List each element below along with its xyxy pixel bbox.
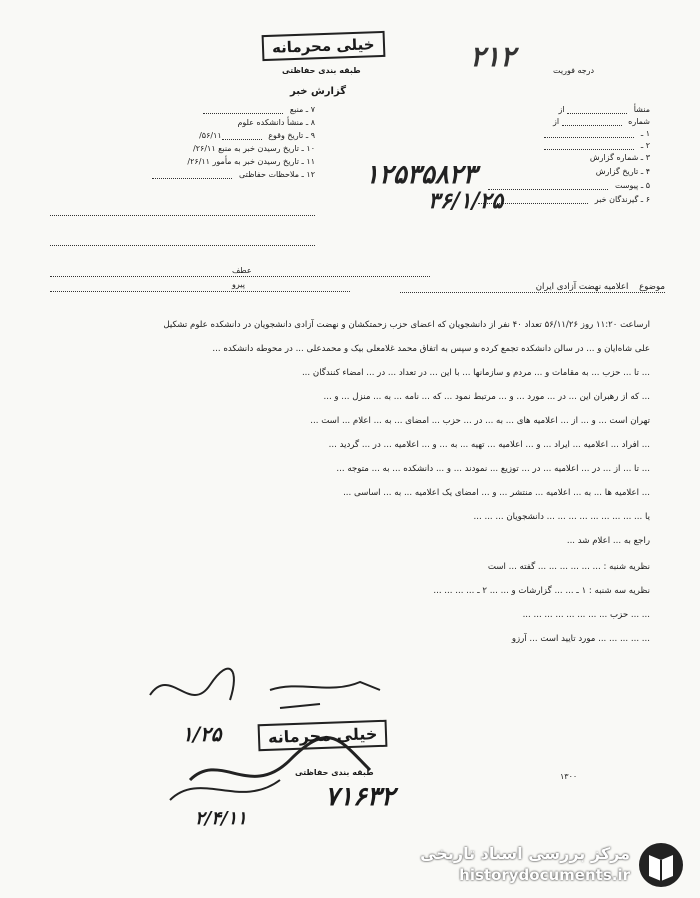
interpretation-line: ... ... حزب ... ... ... ... ... ... ... ... — [522, 610, 650, 620]
left-field: ۸ ـ منشأ دانشکده علوم — [237, 118, 315, 127]
dotted-line — [50, 245, 315, 246]
interpretation-line: ... ... ... ... ... مورد تایید است ... آرزو — [511, 634, 650, 644]
right-field: ۱ ـ — [400, 129, 650, 141]
bottom-stamp-caption: طبقه بندی حفاظتی — [295, 768, 374, 777]
logo-url: historydocuments.ir — [459, 866, 630, 884]
right-field: ۳ ـ شماره گزارش — [589, 153, 650, 162]
right-field: ۵ ـ پیوست — [400, 181, 650, 195]
body-line: ارساعت ۱۱:۲۰ روز ۵۶/۱۱/۲۶ تعداد ۴۰ نفر از دانشجویان که اعضای حزب زحمتکشان و نهضت آزادی دانشجویان در دانشکده علوم تشکیل — [163, 320, 650, 330]
book-logo-icon — [636, 840, 686, 890]
left-field: ۱۱ ـ تاریخ رسیدن خبر به مأمور ۲۶/۱۱/ — [187, 157, 315, 166]
right-field: ۶ ـ گیرندگان خبر — [400, 195, 650, 209]
right-field: منشأ از — [558, 105, 650, 114]
report-title: گزارش خبر — [290, 86, 347, 97]
peyro-label: پیرو — [232, 280, 245, 289]
footer-small-number: ۱۳۰۰ — [560, 772, 578, 781]
handwritten-report-date: ۳۶/۱/۲۵ — [428, 188, 504, 214]
bottom-classification-stamp: خیلی محرمانه — [258, 720, 388, 751]
handwritten-top-number: ۲۱۲ — [470, 40, 516, 73]
left-field: ۱۲ ـ ملاحظات حفاظتی — [50, 170, 315, 183]
body-line: ... که از رهبران این ... در ... مورد ... و ... مرتبط نمود ... که ... نامه ... به ... منزل ... و ... — [323, 392, 650, 402]
body-line: ... اعلامیه ها ... به ... اعلامیه ... منتشر ... و ... امضای یک اعلامیه ... به ... اساسی ... — [343, 488, 650, 498]
body-line: تهران است ... و ... از ... اعلامیه های ... به ... در ... حزب ... امضای ... به ... اعلام ... است ... — [310, 416, 650, 426]
left-field: ۷ ـ منبع — [50, 105, 315, 118]
dotted-line — [50, 291, 350, 292]
atf-label: عطف — [232, 266, 252, 275]
body-line: ... افراد ... اعلامیه ... ایراد ... و ... اعلامیه ... تهیه ... به ... و ... اعلامیه ... در ... گردید ... — [328, 440, 650, 450]
body-line: راجع به ... اعلام شد ... — [566, 536, 650, 546]
logo-title: مرکز بررسی اسناد تاریخی — [420, 844, 630, 863]
stamp-caption: طبقه بندی حفاظتی — [282, 66, 361, 75]
right-field: شماره از — [552, 117, 650, 126]
handwritten-left-date: ۲/۴/۱۱ — [195, 808, 247, 829]
urgency-label: درجه فوریت — [553, 66, 595, 75]
dotted-line — [50, 215, 315, 216]
handwritten-bottom-number: ۷۱۶۳۲ — [325, 782, 395, 812]
left-field: ۹ ـ تاریخ وقوع ۵۶/۱۱/ — [199, 131, 315, 140]
dotted-line — [50, 276, 430, 277]
body-line: ... تا ... از ... در ... اعلامیه ... در ... توزیع ... نمودند ... و ... دانشکده ... به ... متوجه ... — [336, 464, 650, 474]
handwritten-bottom-date: ۱/۲۵ — [182, 722, 222, 746]
subject-line — [400, 282, 665, 293]
subject-label: موضوع — [639, 282, 665, 292]
left-fields — [50, 105, 315, 183]
left-field: ۱۰ ـ تاریخ رسیدن خبر به منبع ۲۶/۱۱/ — [193, 144, 315, 153]
body-line: علی شاه‌ایان و ... در سالن دانشکده تجمع کرده و سپس به اتفاق محمد غلامعلی بیک و محمدعلی ... در محوطه دانشکده ... — [212, 344, 650, 354]
interpretation-line: نظریه سه شنبه : ۱ ـ ... ... گزارشات و ... ... ۲ ـ ... ... ... ... — [433, 586, 650, 596]
interpretation-line: نظریه شنبه : ... ... ... ... ... ... گفته ... است — [487, 562, 650, 572]
handwritten-report-number: ۱۲۵۳۵۸۲۳ — [365, 160, 477, 190]
body-line: ... تا ... حزب ... به مقامات و ... مردم و سازمانها ... با این ... در تعداد ... در ... امضاء کنندگان ... — [301, 368, 650, 378]
body-line: یا ... ... ... ... ... ... ... ... ... دانشجویان ... ... ... — [473, 512, 650, 522]
right-field: ۲ ـ — [400, 141, 650, 153]
right-field: ۴ ـ تاریخ گزارش — [595, 167, 650, 176]
logo-block — [410, 840, 690, 892]
subject-text: اعلامیه نهضت آزادی ایران — [535, 282, 629, 292]
classification-stamp: خیلی محرمانه — [262, 31, 385, 61]
